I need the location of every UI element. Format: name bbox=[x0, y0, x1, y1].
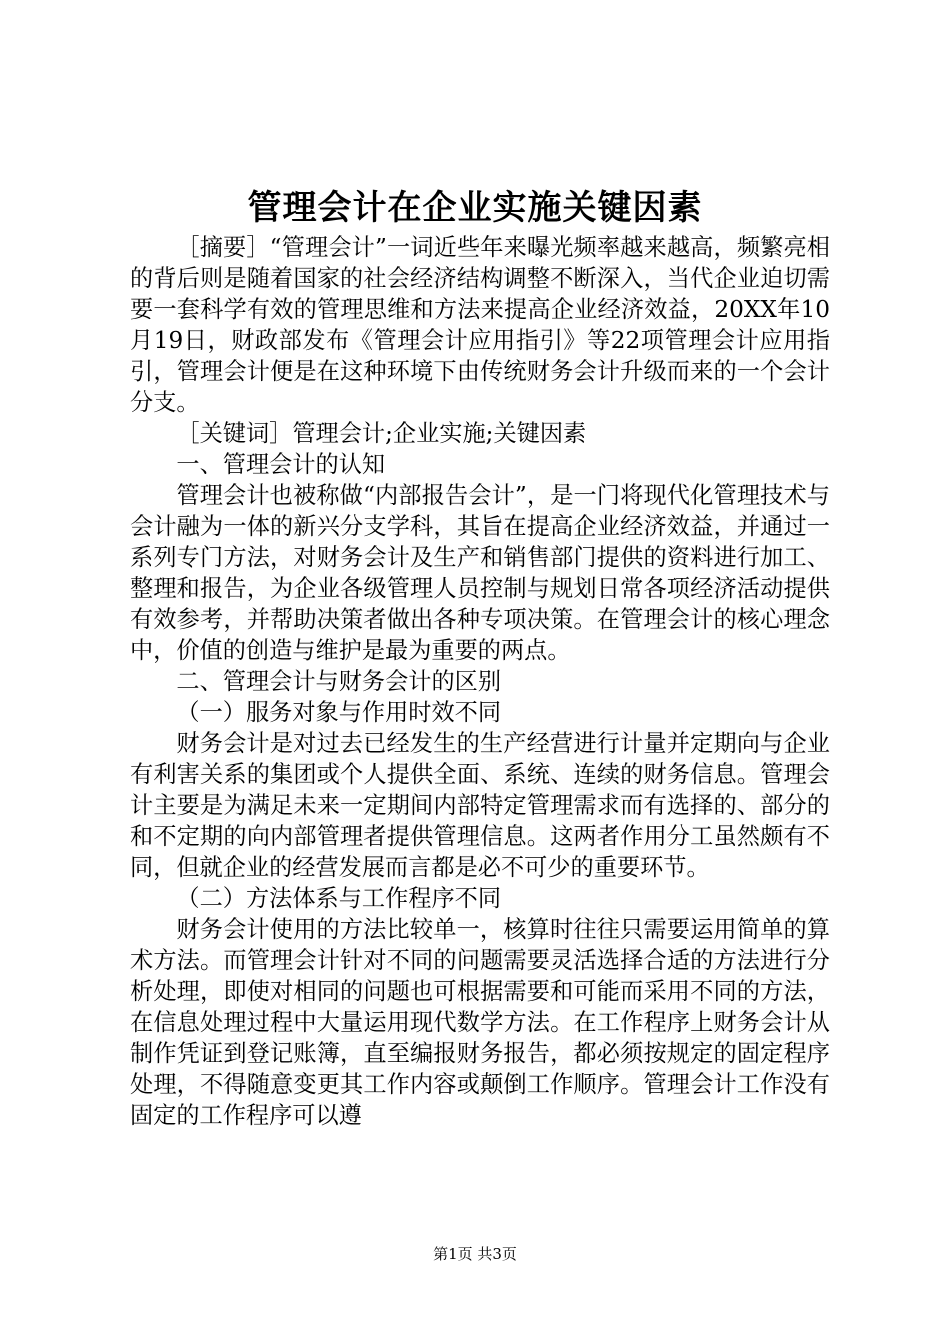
page-footer: 第1页 共3页 bbox=[433, 1245, 517, 1263]
keywords-line: ［关键词］管理会计;企业实施;关键因素 bbox=[176, 420, 587, 447]
subsection-heading-2: （二）方法体系与工作程序不同 bbox=[176, 885, 502, 912]
body-paragraph: 财务会计是对过去已经发生的生产经营进行计量并定期向与企业有利害关系的集团或个人提供全面、系统、连续的财务信息。管理会计主要是为满足未来一定期间内部特定管理需求而有选择的、部分的和不定期的向内部管理者提供管理信息。这两者作用分工虽然颇有不同，但就企业的经营发展而言都是必不可少的重要环节。 bbox=[130, 730, 830, 881]
body-paragraph: 管理会计也被称做“内部报告会计”，是一门将现代化管理技术与会计融为一体的新兴分支学科，其旨在提高企业经济效益，并通过一系列专门方法，对财务会计及生产和销售部门提供的资料进行加工、整理和报告，为企业各级管理人员控制与规划日常各项经济活动提供有效参考，并帮助决策者做出各种专项决策。在管理会计的核心理念中，价值的创造与维护是最为重要的两点。 bbox=[130, 482, 830, 664]
section-heading-2: 二、管理会计与财务会计的区别 bbox=[176, 668, 502, 695]
abstract-paragraph: ［摘要］“管理会计”一词近些年来曝光频率越来越高，频繁亮相的背后则是随着国家的社会经济结构调整不断深入，当代企业迫切需要一套科学有效的管理思维和方法来提高企业经济效益，20XX年10月19日，财政部发布《管理会计应用指引》等22项管理会计应用指引，管理会计便是在这种环境下由传统财务会计升级而来的一个会计分支。 bbox=[130, 234, 830, 416]
section-heading-1: 一、管理会计的认知 bbox=[176, 451, 386, 478]
document-title: 管理会计在企业实施关键因素 bbox=[247, 188, 703, 228]
body-paragraph: 财务会计使用的方法比较单一，核算时往往只需要运用简单的算术方法。而管理会计针对不同的问题需要灵活选择合适的方法进行分析处理，即使对相同的问题也可根据需要和可能而采用不同的方法，在信息处理过程中大量运用现代数学方法。在工作程序上财务会计从制作凭证到登记账簿，直至编报财务报告，都必须按规定的固定程序处理，不得随意变更其工作内容或颠倒工作顺序。管理会计工作没有固定的工作程序可以遵 bbox=[130, 916, 830, 1129]
document-body bbox=[130, 232, 830, 1131]
subsection-heading-1: （一）服务对象与作用时效不同 bbox=[176, 699, 502, 726]
